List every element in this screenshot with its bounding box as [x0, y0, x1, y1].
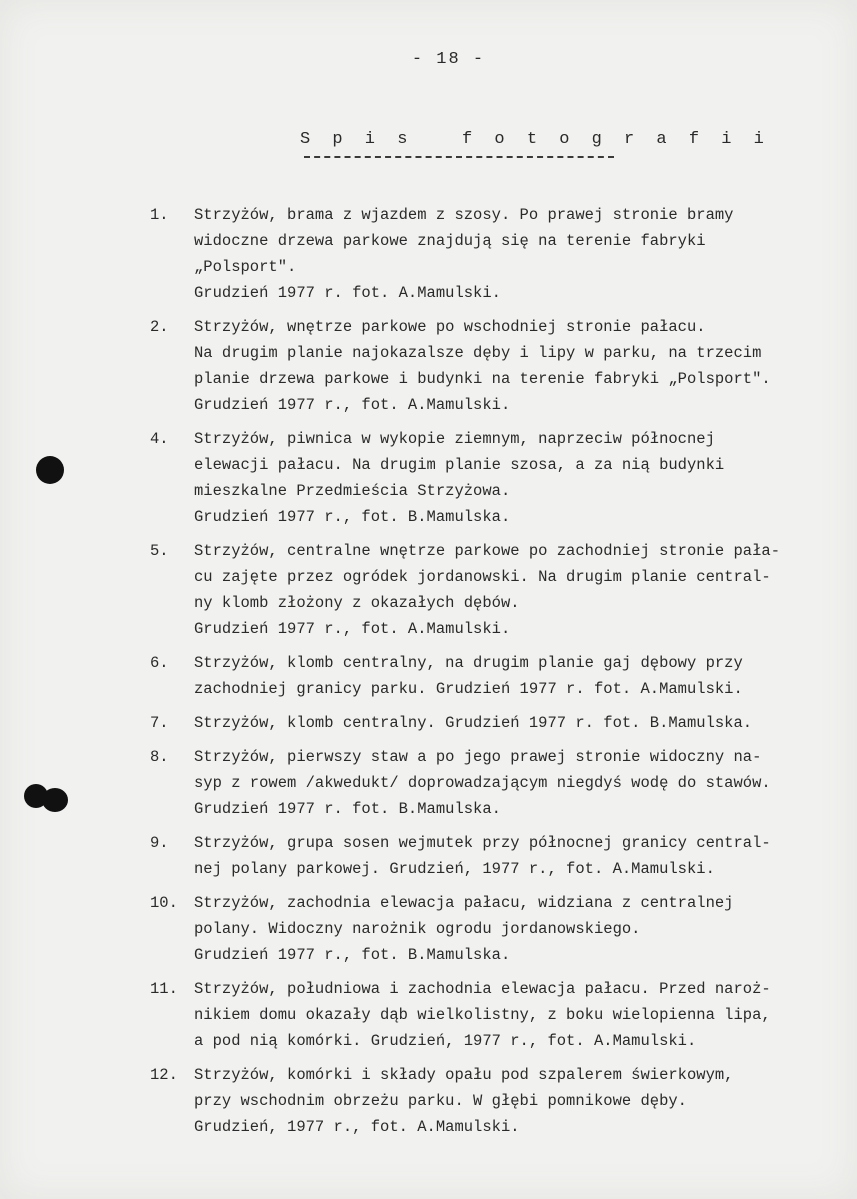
caption-number: 4.	[150, 430, 169, 448]
caption-line: Grudzień 1977 r., fot. A.Mamulski.	[194, 396, 511, 414]
caption-line: Strzyżów, piwnica w wykopie ziemnym, naprzeciw północnej	[194, 430, 715, 448]
caption-line: Strzyżów, komórki i składy opału pod szpalerem świerkowym,	[194, 1066, 734, 1084]
caption-line: Grudzień 1977 r. fot. B.Mamulska.	[194, 800, 501, 818]
caption-number: 7.	[150, 714, 169, 732]
caption-number: 2.	[150, 318, 169, 336]
caption-line: Strzyżów, klomb centralny, na drugim planie gaj dębowy przy	[194, 654, 743, 672]
caption-number: 6.	[150, 654, 169, 672]
caption-number: 8.	[150, 748, 169, 766]
page-number: - 18 -	[411, 50, 486, 69]
caption-line: przy wschodnim obrzeżu parku. W głębi pomnikowe dęby.	[194, 1092, 687, 1110]
punch-hole	[36, 456, 64, 484]
photo-caption-item	[150, 744, 840, 822]
caption-line: Strzyżów, grupa sosen wejmutek przy północnej granicy central-	[194, 834, 771, 852]
caption-number: 5.	[150, 542, 169, 560]
photo-caption-item	[150, 710, 840, 736]
photo-caption-item	[150, 314, 840, 418]
caption-line: planie drzewa parkowe i budynki na terenie fabryki „Polsport".	[194, 370, 771, 388]
photo-caption-list	[150, 202, 840, 1148]
caption-line: Strzyżów, brama z wjazdem z szosy. Po prawej stronie bramy	[194, 206, 734, 224]
photo-caption-item	[150, 830, 840, 882]
caption-line: zachodniej granicy parku. Grudzień 1977 r. fot. A.Mamulski.	[194, 680, 743, 698]
caption-line: Grudzień 1977 r. fot. A.Mamulski.	[194, 284, 501, 302]
caption-number: 10.	[150, 894, 178, 912]
caption-line: nej polany parkowej. Grudzień, 1977 r., fot. A.Mamulski.	[194, 860, 715, 878]
caption-line: Grudzień 1977 r., fot. A.Mamulski.	[194, 620, 511, 638]
caption-line: Strzyżów, zachodnia elewacja pałacu, widziana z centralnej	[194, 894, 734, 912]
caption-line: Na drugim planie najokazalsze dęby i lipy w parku, na trzecim	[194, 344, 762, 362]
caption-line: elewacji pałacu. Na drugim planie szosa, a za nią budynki	[194, 456, 725, 474]
caption-line: Grudzień 1977 r., fot. B.Mamulska.	[194, 508, 511, 526]
caption-line: a pod nią komórki. Grudzień, 1977 r., fot. A.Mamulski.	[194, 1032, 697, 1050]
caption-line: Strzyżów, wnętrze parkowe po wschodniej stronie pałacu.	[194, 318, 706, 336]
photo-caption-item	[150, 890, 840, 968]
caption-line: cu zajęte przez ogródek jordanowski. Na drugim planie central-	[194, 568, 771, 586]
photo-caption-item	[150, 202, 840, 306]
caption-number: 1.	[150, 206, 169, 224]
photo-caption-item	[150, 650, 840, 702]
caption-line: Strzyżów, klomb centralny. Grudzień 1977 r. fot. B.Mamulska.	[194, 714, 753, 732]
caption-number: 12.	[150, 1066, 178, 1084]
photo-caption-item	[150, 976, 840, 1054]
title-underline	[304, 156, 614, 158]
photo-caption-item	[150, 426, 840, 530]
photo-caption-item	[150, 538, 840, 642]
photo-caption-item	[150, 1062, 840, 1140]
caption-line: nikiem domu okazały dąb wielkolistny, z boku wielopienna lipa,	[194, 1006, 771, 1024]
caption-number: 9.	[150, 834, 169, 852]
punch-hole	[42, 788, 68, 812]
caption-line: „Polsport".	[194, 258, 297, 276]
caption-line: Strzyżów, centralne wnętrze parkowe po zachodniej stronie pała-	[194, 542, 780, 560]
caption-line: widoczne drzewa parkowe znajdują się na terenie fabryki	[194, 232, 706, 250]
caption-line: Grudzień 1977 r., fot. B.Mamulska.	[194, 946, 511, 964]
caption-line: polany. Widoczny narożnik ogrodu jordanowskiego.	[194, 920, 641, 938]
caption-line: syp z rowem /akwedukt/ doprowadzającym niegdyś wodę do stawów.	[194, 774, 771, 792]
caption-line: Strzyżów, pierwszy staw a po jego prawej stronie widoczny na-	[194, 748, 762, 766]
caption-line: ny klomb złożony z okazałych dębów.	[194, 594, 520, 612]
caption-line: Grudzień, 1977 r., fot. A.Mamulski.	[194, 1118, 520, 1136]
caption-line: mieszkalne Przedmieścia Strzyżowa.	[194, 482, 511, 500]
page-title: S p i s f o t o g r a f i i	[300, 130, 770, 149]
caption-line: Strzyżów, południowa i zachodnia elewacja pałacu. Przed naroż-	[194, 980, 771, 998]
caption-number: 11.	[150, 980, 178, 998]
